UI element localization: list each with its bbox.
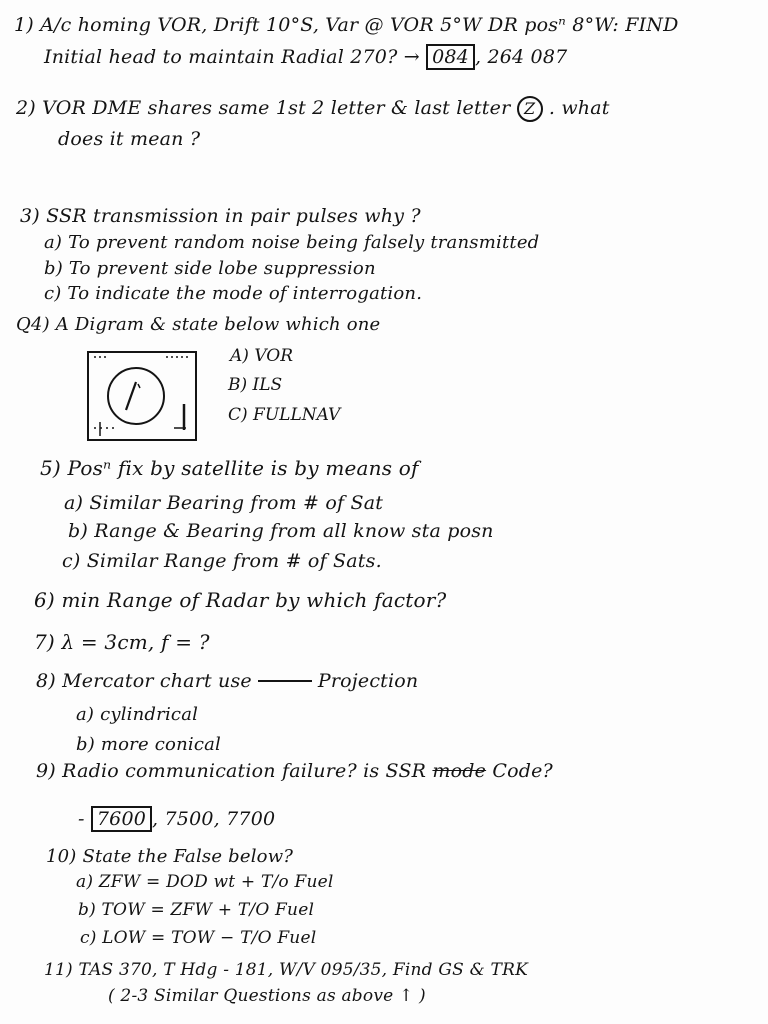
q9-answer-line bbox=[78, 806, 275, 832]
q3-question: 3) SSR transmission in pair pulses why ? bbox=[20, 205, 421, 227]
q9-dash: - bbox=[78, 808, 85, 830]
q10-option-b: b) TOW = ZFW + T/O Fuel bbox=[78, 900, 315, 920]
q10-question: 10) State the False below? bbox=[46, 846, 294, 867]
q9-struck-word: mode bbox=[432, 760, 487, 782]
q9-answer-box: 7600 bbox=[91, 806, 152, 832]
q11-question: 11) TAS 370, T Hdg - 181, W/V 095/35, Find GS & TRK bbox=[44, 960, 528, 980]
q3-option-a: a) To prevent random noise being falsely transmitted bbox=[44, 232, 540, 253]
q9-text-end: Code? bbox=[492, 760, 553, 782]
q9-text: 9) Radio communication failure? is SSR bbox=[36, 760, 427, 782]
q9-other-codes: , 7500, 7700 bbox=[152, 808, 276, 830]
q9-question bbox=[36, 760, 553, 782]
q10-option-a: a) ZFW = DOD wt + T/o Fuel bbox=[76, 872, 334, 892]
q8-option-b: b) more conical bbox=[76, 734, 221, 755]
q8-option-a: a) cylindrical bbox=[76, 704, 199, 725]
q6-question: 6) min Range of Radar by which factor? bbox=[34, 588, 447, 612]
diagram-frame bbox=[88, 352, 196, 440]
q7-question: 7) λ = 3cm, f = ? bbox=[34, 630, 210, 654]
q4-option-a: A) VOR bbox=[230, 346, 294, 366]
q2-line2: does it mean ? bbox=[58, 128, 201, 150]
q4-question: Q4) A Digram & state below which one bbox=[16, 314, 381, 335]
q8-blank bbox=[258, 680, 312, 682]
q1-answer-box: 084 bbox=[426, 44, 475, 70]
q4-option-b: B) ILS bbox=[228, 375, 283, 395]
q4-option-c: C) FULLNAV bbox=[228, 405, 341, 425]
q5-option-a: a) Similar Bearing from # of Sat bbox=[64, 492, 384, 514]
q10-option-c: c) LOW = TOW − T/O Fuel bbox=[80, 928, 317, 948]
q8-text: 8) Mercator chart use bbox=[36, 670, 252, 692]
q3-option-c: c) To indicate the mode of interrogation. bbox=[44, 283, 423, 304]
q5-option-b: b) Range & Bearing from all know sta posn bbox=[68, 520, 494, 542]
q2-line1 bbox=[16, 96, 610, 122]
q5-question: 5) Posⁿ fix by satellite is by means of bbox=[40, 456, 419, 480]
q11-note: ( 2-3 Similar Questions as above ↑ ) bbox=[108, 986, 426, 1006]
needle-icon bbox=[126, 382, 136, 410]
q8-question bbox=[36, 670, 418, 692]
q2-circled-letter: Z bbox=[517, 96, 543, 122]
q1-line2 bbox=[44, 44, 567, 70]
q1-line2-text: Initial head to maintain Radial 270? → bbox=[44, 46, 420, 68]
q5-option-c: c) Similar Range from # of Sats. bbox=[62, 550, 382, 572]
q1-line2-rest: , 264 087 bbox=[474, 46, 568, 68]
instrument-diagram bbox=[86, 350, 198, 442]
q2-text-end: . what bbox=[548, 97, 610, 119]
q1-line1: 1) A/c homing VOR, Drift 10°S, Var @ VOR 5°W DR posⁿ 8°W: FIND bbox=[14, 14, 679, 36]
q3-option-b: b) To prevent side lobe suppression bbox=[44, 258, 376, 279]
q2-text: 2) VOR DME shares same 1st 2 letter & last letter bbox=[16, 97, 511, 119]
q8-text-end: Projection bbox=[317, 670, 419, 692]
instrument-dial bbox=[108, 368, 164, 424]
